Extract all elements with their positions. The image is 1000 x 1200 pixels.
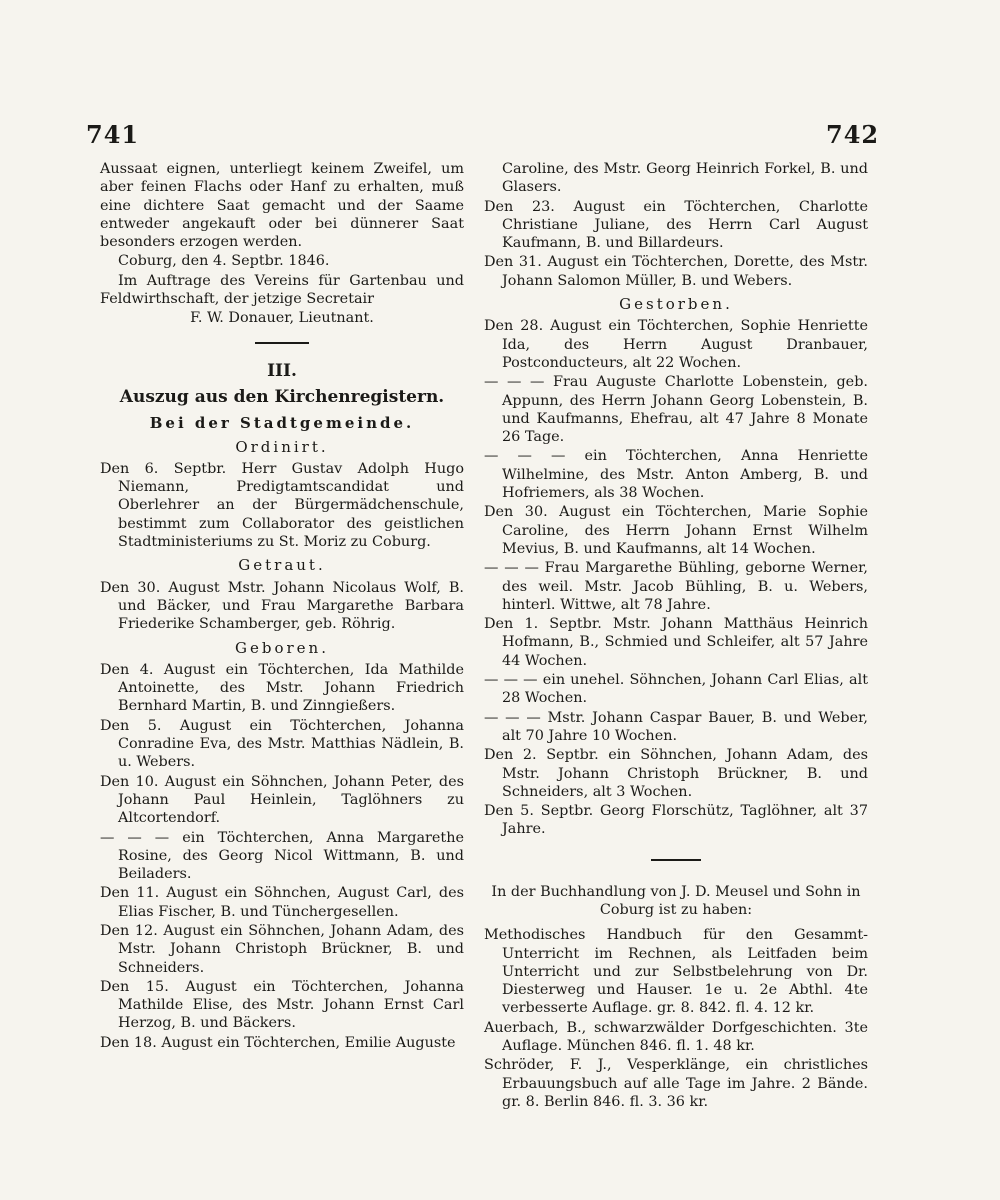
- subsection-heading: Bei der Stadtgemeinde.: [149, 414, 415, 433]
- register-entry: Den 5. Septbr. Georg Florschütz, Taglöhner, alt 37 Jahre.: [484, 803, 868, 838]
- register-entry: Den 6. Septbr. Herr Gustav Adolph Hugo Niemann, Predigtamtscandidat und Oberlehrer an der Bürgermädchenschule, bestimmt zum Collaborator des geistlichen Stadtministeriums zu St. Moriz zu Coburg.: [100, 460, 464, 551]
- book-advert: Auerbach, B., schwarzwälder Dorfgeschichten. 3te Auflage. München 846. fl. 1. 48 kr.: [484, 1019, 868, 1055]
- register-entry: Den 4. August ein Töchterchen, Ida Mathilde Antoinette, des Mstr. Johann Friedrich Bernhard Martin, B. und Zinngießers.: [100, 661, 464, 715]
- ordinirt-heading: Ordinirt.: [235, 437, 329, 456]
- page-number-left: 741: [86, 120, 140, 149]
- register-entry: Den 15. August ein Töchterchen, Johanna Mathilde Elise, des Mstr. Johann Ernst Carl Herzog, B. und Bäckers.: [100, 978, 464, 1032]
- register-entry: — — — Frau Margarethe Bühling, geborne Werner, des weil. Mstr. Jacob Bühling, B. u. Webers, hinterl. Wittwe, alt 78 Jahre.: [484, 560, 868, 613]
- register-entry-continued: Caroline, des Mstr. Georg Heinrich Forkel, B. und Glasers.: [502, 161, 868, 196]
- section-numeral: III.: [267, 360, 297, 381]
- register-entry: — — — ein unehel. Söhnchen, Johann Carl Elias, alt 28 Wochen.: [484, 672, 868, 707]
- register-entry: — — — Mstr. Johann Caspar Bauer, B. und Weber, alt 70 Jahre 10 Wochen.: [484, 709, 868, 744]
- register-entry: Den 11. August ein Söhnchen, August Carl, des Elias Fischer, B. und Tünchergesellen.: [100, 885, 464, 920]
- book-advert: Methodisches Handbuch für den Gesammt-Unterricht im Rechnen, als Leitfaden beim Unterricht und zur Selbstbelehrung von Dr. Diesterweg und Hauser. 1e u. 2e Abthl. 4te verbesserte Auflage. gr. 8. 842. fl. 4. 12 kr.: [484, 927, 868, 1017]
- register-entry: Den 2. Septbr. ein Söhnchen, Johann Adam, des Mstr. Johann Christoph Brückner, B. und Schneiders, alt 3 Wochen.: [484, 747, 868, 800]
- register-entry: Den 30. August ein Töchterchen, Marie Sophie Caroline, des Herrn Johann Ernst Wilhelm Mevius, B. und Kaufmanns, alt 14 Wochen.: [484, 504, 868, 557]
- register-entry: Den 1. Septbr. Mstr. Johann Matthäus Heinrich Hofmann, B., Schmied und Schleifer, alt 57 Jahre 44 Wochen.: [484, 616, 868, 669]
- right-column: [484, 160, 868, 1112]
- register-entry: Den 18. August ein Töchterchen, Emilie Auguste: [100, 1034, 456, 1051]
- register-entry: Den 30. August Mstr. Johann Nicolaus Wolf, B. und Bäcker, und Frau Margarethe Barbara Friederike Schamberger, geb. Röhrig.: [100, 579, 464, 633]
- register-entry: — — — ein Töchterchen, Anna Henriette Wilhelmine, des Mstr. Anton Amberg, B. und Hofriemers, als 38 Wochen.: [484, 448, 868, 502]
- book-advert: Schröder, F. J., Vesperklänge, ein christliches Erbauungsbuch auf alle Tage im Jahre. 2 Bände. gr. 8. Berlin 846. fl. 3. 36 kr.: [484, 1057, 868, 1110]
- signature: F. W. Donauer, Lieutnant.: [190, 310, 374, 327]
- register-entry: — — — Frau Auguste Charlotte Lobenstein, geb. Appunn, des Herrn Johann Georg Lobenstein, B. und Kaufmanns, Ehefrau, alt 47 Jahre 8 Monate 26 Tage.: [484, 374, 868, 446]
- intro-paragraph: Aussaat eignen, unterliegt keinem Zweifel, um aber feinen Flachs oder Hanf zu erhalten, muß eine dichtere Saat gemacht und der Saame entweder angekauft oder bei dünnerer Saat besonders erzogen werden.: [100, 161, 464, 251]
- bookshop-intro: In der Buchhandlung von J. D. Meusel und Sohn in Coburg ist zu haben:: [491, 883, 861, 918]
- register-entry: Den 5. August ein Töchterchen, Johanna Conradine Eva, des Mstr. Matthias Nädlein, B. u. Webers.: [100, 717, 464, 771]
- divider-rule: [255, 342, 309, 344]
- section-title: Auszug aus den Kirchenregistern.: [119, 386, 445, 407]
- page-number-right: 742: [826, 120, 880, 149]
- register-entry: Den 23. August ein Töchterchen, Charlotte Christiane Juliane, des Herrn Carl August Kaufmann, B. und Billardeurs.: [484, 198, 868, 252]
- register-entry: — — — ein Töchterchen, Anna Margarethe Rosine, des Georg Nicol Wittmann, B. und Beiladers.: [100, 829, 464, 883]
- date-line: Coburg, den 4. Septbr. 1846.: [118, 253, 330, 270]
- commission-line: Im Auftrage des Vereins für Gartenbau und Feldwirthschaft, der jetzige Secretair: [100, 272, 464, 308]
- register-entry: Den 12. August ein Söhnchen, Johann Adam, des Mstr. Johann Christoph Brückner, B. und Schneiders.: [100, 922, 464, 976]
- register-entry: Den 28. August ein Töchterchen, Sophie Henriette Ida, des Herrn August Dranbauer, Postconducteurs, alt 22 Wochen.: [484, 318, 868, 371]
- gestorben-heading: Gestorben.: [619, 295, 733, 314]
- getraut-heading: Getraut.: [238, 556, 326, 575]
- geboren-heading: Geboren.: [235, 638, 329, 657]
- register-entry: Den 10. August ein Söhnchen, Johann Peter, des Johann Paul Heinlein, Taglöhners zu Altcortendorf.: [100, 773, 464, 827]
- register-entry: Den 31. August ein Töchterchen, Dorette, des Mstr. Johann Salomon Müller, B. und Webers.: [484, 254, 868, 289]
- left-column: [100, 160, 464, 1053]
- divider-rule: [651, 859, 701, 861]
